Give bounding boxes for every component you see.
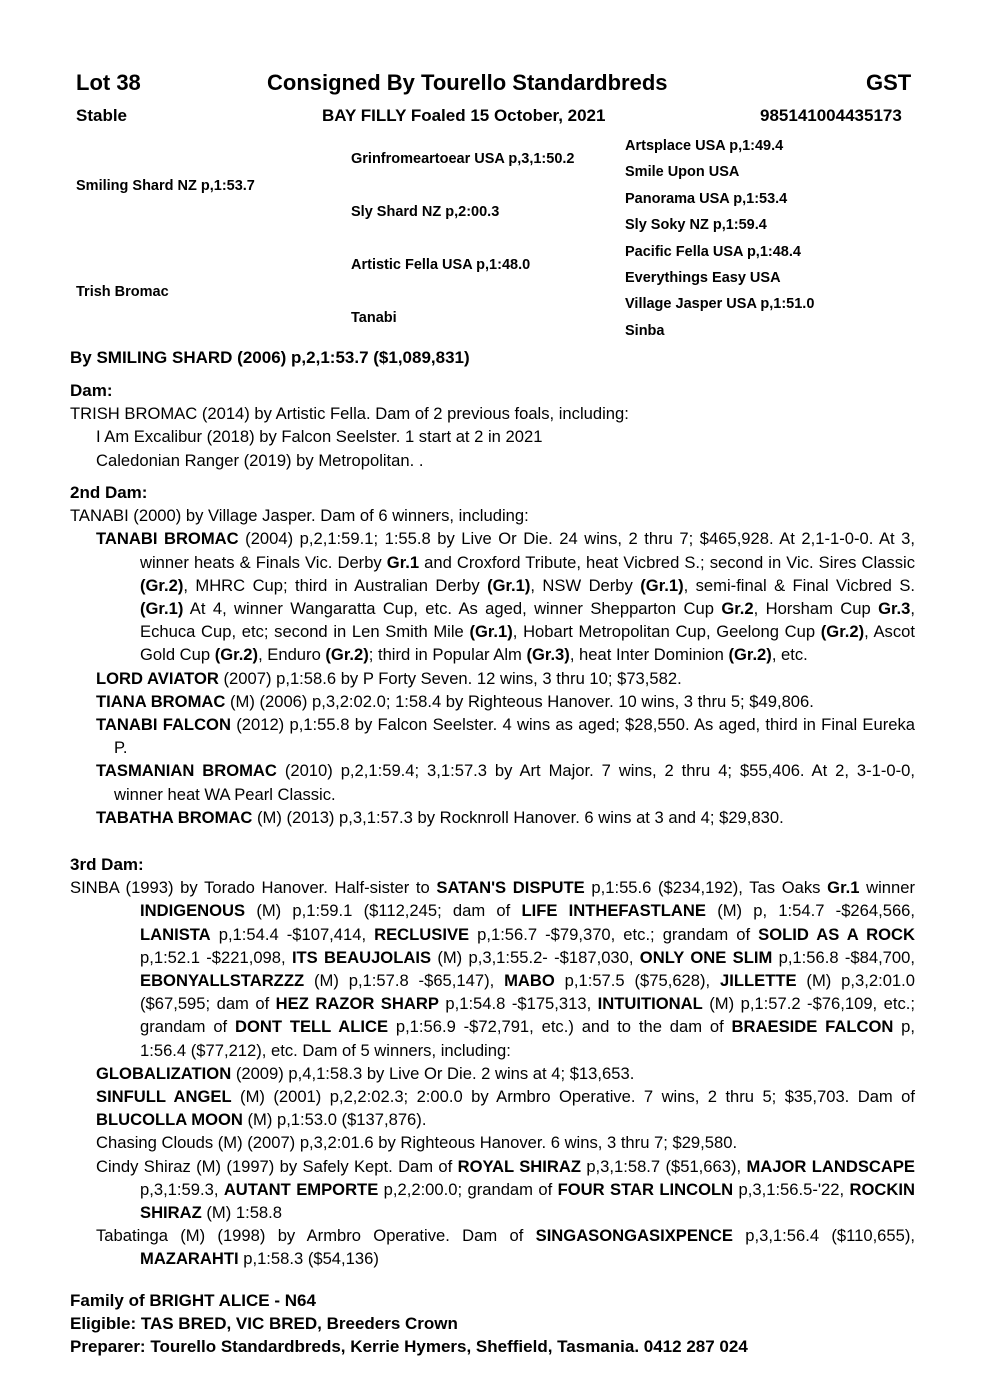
horse-name: SINGASONGASIXPENCE [535, 1226, 733, 1246]
progeny-text: p,3,1:56.4 ($110,655), [732, 1226, 915, 1246]
intro-text: (M) p,3,1:55.2- -$187,030, [431, 947, 640, 967]
progeny-text: Tabatinga (M) (1998) by Armbro Operative. Dam of [96, 1226, 536, 1246]
intro-text: p,1:55.6 ($234,192), Tas Oaks [584, 878, 828, 898]
eligible-line: Eligible: TAS BRED, VIC BRED, Breeders Crown [70, 1314, 458, 1333]
progeny-text: , semi-final & Final Vicbred S. [683, 575, 916, 595]
pedigree-g2: Smile Upon USA [625, 164, 740, 180]
progeny-text: , Ascot Gold Cup [140, 622, 915, 665]
grade: (Gr.2) [140, 575, 184, 595]
progeny-text: p,3,1:58.7 ($51,663), [580, 1156, 747, 1176]
pedigree-g3: Panorama USA p,1:53.4 [625, 191, 788, 207]
progeny-text: (M) (2006) p,3,2:02.0; 1:58.4 by Righteous Hanover. 10 wins, 3 thru 5; $49,806. [225, 691, 814, 711]
horse-name: LANISTA [140, 924, 211, 944]
pedigree-g6: Everythings Easy USA [625, 270, 781, 286]
progeny-text: p,1:58.3 ($54,136) [238, 1249, 379, 1269]
horse-name: FOUR STAR LINCOLN [557, 1179, 734, 1199]
horse-name: INDIGENOUS [140, 901, 246, 921]
pedigree-dam: Trish Bromac [76, 284, 169, 300]
grade: (Gr.2) [325, 645, 369, 665]
dam-heading: Dam: [70, 381, 113, 400]
progeny-text: (2009) p,4,1:58.3 by Live Or Die. 2 wins at 4; $13,653. [231, 1063, 635, 1083]
third-dam-section [70, 853, 915, 1271]
microchip-number: 985141004435173 [760, 106, 902, 125]
pedigree-g4: Sly Soky NZ p,1:59.4 [625, 217, 767, 233]
horse-name: SOLID AS A ROCK [758, 924, 915, 944]
progeny-text: p,2,2:00.0; grandam of [378, 1179, 558, 1199]
progeny-entry [70, 690, 915, 713]
progeny-entry [70, 1062, 915, 1085]
horse-name: BLUCOLLA MOON [96, 1110, 243, 1130]
progeny-text: (2004) p,2,1:59.1; 1:55.8 by Live Or Die. 24 wins, 2 thru 7; $465,928. At 2,1-1-0-0. At 3, winner heats & Finals Vic. Derby [140, 529, 915, 572]
horse-name: SATAN'S DISPUTE [436, 878, 585, 898]
pedigree-sire: Smiling Shard NZ p,1:53.7 [76, 178, 255, 194]
progeny-entry [70, 1131, 915, 1154]
pedigree-dam-dam: Tanabi [351, 310, 397, 326]
progeny-name: TIANA BROMAC [96, 691, 226, 711]
intro-text: p,1:54.8 -$175,313, [438, 994, 598, 1014]
pedigree-sire-dam: Sly Shard NZ p,2:00.3 [351, 204, 500, 220]
progeny-text: (2010) p,2,1:59.4; 3,1:57.3 by Art Major. 7 wins, 2 thru 4; $55,406. At 2, 3-1-0-0, winner heat WA Pearl Classic. [114, 761, 915, 804]
sire-by-line: By SMILING SHARD (2006) p,2,1:53.7 ($1,089,831) [70, 348, 470, 367]
progeny-name: LORD AVIATOR [96, 668, 219, 688]
family-line: Family of BRIGHT ALICE - N64 [70, 1291, 316, 1310]
horse-name: ONLY ONE SLIM [639, 947, 773, 967]
consignor: Consigned By Tourello Standardbreds [267, 70, 668, 95]
horse-name: MAJOR LANDSCAPE [746, 1156, 915, 1176]
horse-name: JILLETTE [720, 971, 797, 991]
intro-text: SINBA (1993) by Torado Hanover. Half-sister to [70, 878, 437, 898]
progeny-text: Chasing Clouds (M) (2007) p,3,2:01.6 by Righteous Hanover. 6 wins, 3 thru 7; $29,580. [96, 1133, 738, 1153]
progeny-text: and Croxford Tribute, heat Vicbred S.; second in Vic. Sires Classic [419, 552, 916, 572]
progeny-entry [70, 713, 915, 759]
horse-name: ROCKIN SHIRAZ [140, 1179, 915, 1223]
progeny-entry [70, 1085, 915, 1131]
intro-text: p,1:56.8 -$84,700, [772, 947, 915, 967]
progeny-entry [70, 1155, 915, 1225]
grade: Gr.2 [721, 599, 754, 619]
pedigree-g8: Sinba [625, 323, 665, 339]
intro-text: p,1:56.7 -$79,370, etc.; grandam of [469, 924, 759, 944]
dam-foal-2: Caledonian Ranger (2019) by Metropolitan. . [96, 450, 424, 470]
second-dam-heading: 2nd Dam: [70, 483, 148, 502]
progeny-text: (M) (2013) p,3,1:57.3 by Rocknroll Hanover. 6 wins at 3 and 4; $29,830. [252, 807, 784, 827]
pedigree-g7: Village Jasper USA p,1:51.0 [625, 296, 815, 312]
horse-name: AUTANT EMPORTE [223, 1179, 379, 1199]
dam-intro: TRISH BROMAC (2014) by Artistic Fella. Dam of 2 previous foals, including: [70, 404, 629, 424]
progeny-text: , Enduro [258, 645, 326, 665]
progeny-text: At 4, winner Wangaratta Cup, etc. As aged, winner Shepparton Cup [183, 599, 722, 619]
horse-name: RECLUSIVE [374, 924, 470, 944]
horse-name: MAZARAHTI [140, 1249, 239, 1269]
intro-text: (M) p,1:57.8 -$65,147), [304, 971, 505, 991]
horse-name: EBONYALLSTARZZZ [140, 971, 305, 991]
horse-name: ROYAL SHIRAZ [457, 1156, 581, 1176]
intro-text: p,1:54.4 -$107,414, [210, 924, 375, 944]
progeny-text: , Echuca Cup, etc; second in Len Smith Mile [140, 599, 916, 642]
progeny-text: Cindy Shiraz (M) (1997) by Safely Kept. Dam of [96, 1156, 458, 1176]
progeny-text: (M) 1:58.8 [201, 1203, 282, 1223]
horse-name: BRAESIDE FALCON [731, 1017, 894, 1037]
grade: (Gr.1) [469, 622, 513, 642]
intro-text: p, 1:56.4 ($77,212), etc. Dam of 5 winners, including: [140, 1017, 916, 1060]
gst-tag: GST [866, 70, 912, 95]
grade: (Gr.3) [526, 645, 570, 665]
grade: (Gr.2) [728, 645, 772, 665]
third-dam-heading: 3rd Dam: [70, 855, 144, 874]
progeny-text: (M) (2001) p,2,2:02.3; 2:00.0 by Armbro Operative. 7 wins, 2 thru 5; $35,703. Dam of [231, 1087, 916, 1107]
progeny-name: SINFULL ANGEL [96, 1087, 232, 1107]
intro-text: (M) p,3,2:01.0 ($67,595; dam of [140, 971, 915, 1014]
grade: Gr.1 [386, 552, 420, 572]
progeny-entry [70, 806, 915, 829]
progeny-text: (2007) p,1:58.6 by P Forty Seven. 12 wins, 3 thru 10; $73,582. [218, 668, 682, 688]
progeny-entry [70, 1224, 915, 1270]
intro-text: p,1:57.5 ($75,628), [554, 971, 721, 991]
intro-text: (M) p, 1:54.7 -$264,566, [705, 901, 916, 921]
intro-text: (M) p,1:57.2 -$76,109, etc.; grandam of [140, 994, 915, 1037]
intro-text: p,1:56.9 -$72,791, etc.) and to the dam of [388, 1017, 732, 1037]
progeny-text: , MHRC Cup; third in Australian Derby [183, 575, 488, 595]
horse-description: BAY FILLY Foaled 15 October, 2021 [322, 106, 606, 125]
horse-name: HEZ RAZOR SHARP [275, 994, 439, 1014]
progeny-text: , NSW Derby [530, 575, 641, 595]
pedigree-g5: Pacific Fella USA p,1:48.4 [625, 244, 801, 260]
horse-name: LIFE INTHEFASTLANE [521, 901, 706, 921]
grade: (Gr.2) [214, 645, 259, 665]
grade: Gr.1 [827, 878, 860, 898]
progeny-text: , Hobart Metropolitan Cup, Geelong Cup [512, 622, 821, 642]
progeny-text: (2012) p,1:55.8 by Falcon Seelster. 4 wins as aged; $28,550. As aged, third in Final Eureka P. [114, 715, 915, 758]
progeny-text: p,3,1:59.3, [140, 1179, 224, 1199]
intro-text: (M) p,1:59.1 ($112,245; dam of [245, 901, 522, 921]
progeny-name: TANABI FALCON [96, 715, 231, 735]
progeny-text: , heat Inter Dominion [569, 645, 729, 665]
progeny-name: TASMANIAN BROMAC [96, 761, 277, 781]
grade: (Gr.2) [820, 622, 865, 642]
horse-name: DONT TELL ALICE [235, 1017, 389, 1037]
second-dam-section [70, 481, 915, 829]
preparer-line: Preparer: Tourello Standardbreds, Kerrie Hymers, Sheffield, Tasmania. 0412 287 024 [70, 1337, 748, 1356]
grade: (Gr.1) [140, 599, 184, 619]
pedigree-sire-sire: Grinfromeartoear USA p,3,1:50.2 [351, 151, 575, 167]
progeny-text: p,3,1:56.5-'22, [733, 1179, 850, 1199]
progeny-text: , Horsham Cup [753, 599, 879, 619]
second-dam-intro: TANABI (2000) by Village Jasper. Dam of 6 winners, including: [70, 506, 529, 526]
horse-name: MABO [504, 971, 555, 991]
grade: (Gr.1) [487, 575, 531, 595]
pedigree-dam-sire: Artistic Fella USA p,1:48.0 [351, 257, 531, 273]
lot-number: Lot 38 [76, 70, 141, 95]
progeny-entry [70, 759, 915, 805]
horse-name: ITS BEAUJOLAIS [291, 947, 432, 967]
progeny-text: ; third in Popular Alm [368, 645, 527, 665]
progeny-entry [70, 527, 915, 666]
dam-section [70, 379, 915, 472]
horse-name: INTUITIONAL [597, 994, 703, 1014]
intro-text: p,1:52.1 -$221,098, [140, 947, 292, 967]
progeny-entry [70, 667, 915, 690]
grade: (Gr.1) [640, 575, 684, 595]
stable-label: Stable [76, 106, 128, 125]
grade: Gr.3 [878, 599, 911, 619]
progeny-text: , etc. [771, 645, 808, 665]
intro-text: winner [859, 878, 916, 898]
dam-foal-1: I Am Excalibur (2018) by Falcon Seelster. 1 start at 2 in 2021 [96, 427, 543, 447]
progeny-name: TANABI BROMAC [96, 529, 239, 549]
pedigree-g1: Artsplace USA p,1:49.4 [625, 138, 784, 154]
progeny-text: (M) p,1:53.0 ($137,876). [242, 1110, 427, 1130]
third-dam-intro [70, 876, 915, 1062]
progeny-name: TABATHA BROMAC [96, 807, 253, 827]
progeny-name: GLOBALIZATION [96, 1063, 232, 1083]
